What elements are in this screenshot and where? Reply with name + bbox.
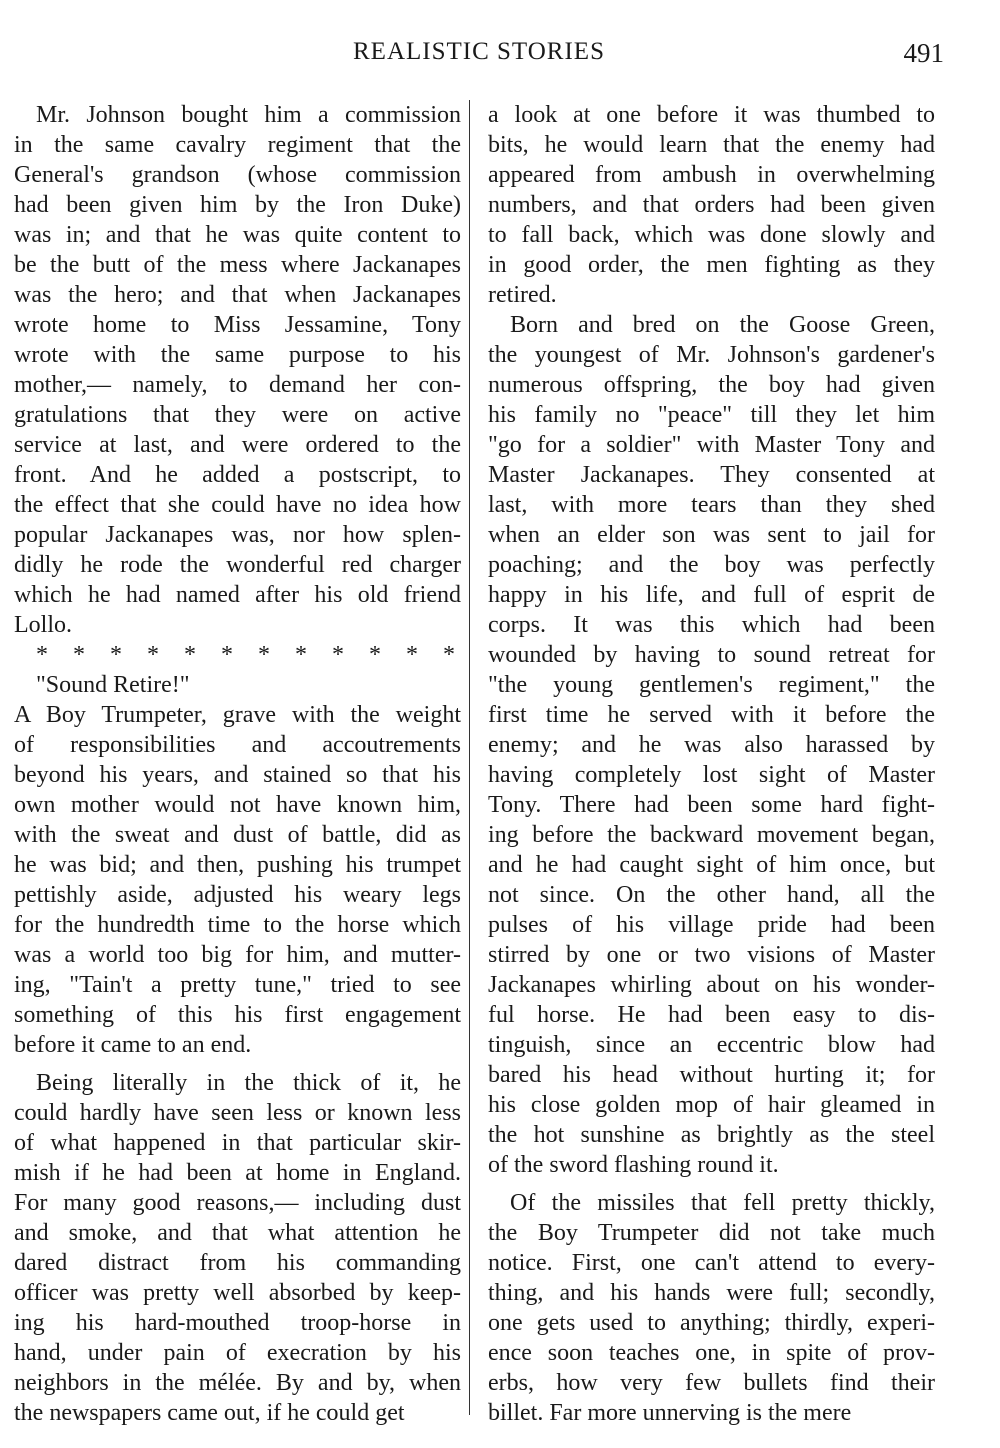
paragraph-gap (488, 1180, 935, 1188)
paragraph (14, 1068, 461, 1428)
text-line: having completely lost sight of Master (488, 762, 935, 788)
right-column (488, 100, 935, 1428)
paragraph (14, 100, 461, 640)
text-line: ence soon teaches one, in spite of prov- (488, 1340, 935, 1366)
text-line: Mr. Johnson bought him a commission (36, 102, 461, 128)
text-line: the newspapers came out, if he could get (14, 1400, 405, 1426)
text-line: the Boy Trumpeter did not take much (488, 1220, 935, 1246)
text-line: one gets used to anything; thirdly, experi- (488, 1310, 935, 1336)
text-line: billet. Far more unnerving is the mere (488, 1400, 852, 1426)
text-line: was the hero; and that when Jackanapes (14, 282, 461, 308)
text-line: he was bid; and then, pushing his trumpet (14, 852, 461, 878)
text-line: his close golden mop of hair gleamed in (488, 1092, 935, 1118)
text-line: didly he rode the wonderful red charger (14, 552, 461, 578)
paragraph (14, 700, 461, 1060)
text-line: to fall back, which was done slowly and (488, 222, 935, 248)
text-line: Lollo. (14, 612, 72, 638)
text-line: numbers, and that orders had been given (488, 192, 935, 218)
text-line: popular Jackanapes was, nor how splen- (14, 522, 461, 548)
text-line: notice. First, one can't attend to every- (488, 1250, 935, 1276)
text-line: could hardly have seen less or known less (14, 1100, 461, 1126)
text-line: stirred by one or two visions of Master (488, 942, 935, 968)
text-line: Master Jackanapes. They consented at (488, 462, 935, 488)
text-line: and smoke, and that what attention he (14, 1220, 461, 1246)
text-line: mother,— namely, to demand her con- (14, 372, 461, 398)
text-line: wounded by having to sound retreat for (488, 642, 935, 668)
text-line: hand, under pain of execration by his (14, 1340, 461, 1366)
text-line: own mother would not have known him, (14, 792, 461, 818)
sound-retire-heading: "Sound Retire!" (36, 672, 190, 698)
text-line: not since. On the other hand, all the (488, 882, 935, 908)
text-line: a look at one before it was thumbed to (488, 102, 935, 128)
text-line: of what happened in that particular skir- (14, 1130, 461, 1156)
text-line: the effect that she could have no idea how (14, 492, 461, 518)
text-line: erbs, how very few bullets find their (488, 1370, 935, 1396)
text-line: For many good reasons,— including dust (14, 1190, 461, 1216)
text-line: in the same cavalry regiment that the (14, 132, 461, 158)
text-line: corps. It was this which had been (488, 612, 935, 638)
text-line: neighbors in the mélée. By and by, when (14, 1370, 461, 1396)
text-line: when an elder son was sent to jail for (488, 522, 935, 548)
text-line: Tony. There had been some hard fight- (488, 792, 935, 818)
text-line: wrote home to Miss Jessamine, Tony (14, 312, 461, 338)
paragraph (488, 310, 935, 1180)
text-line: of responsibilities and accoutrements (14, 732, 461, 758)
text-line: for the hundredth time to the horse which (14, 912, 461, 938)
text-line: enemy; and he was also harassed by (488, 732, 935, 758)
running-head: REALISTIC STORIES (353, 38, 605, 65)
text-line: pettishly aside, adjusted his weary legs (14, 882, 461, 908)
text-line: beyond his years, and stained so that his (14, 762, 461, 788)
left-column (14, 100, 461, 1428)
text-line: service at last, and were ordered to the (14, 432, 461, 458)
paragraph-gap (14, 1060, 461, 1068)
text-line: last, with more tears than they shed (488, 492, 935, 518)
text-line: his family no "peace" till they let him (488, 402, 935, 428)
text-line: wrote with the same purpose to his (14, 342, 461, 368)
text-line: ing, "Tain't a pretty tune," tried to see (14, 972, 461, 998)
text-line: front. And he added a postscript, to (14, 462, 461, 488)
text-line: dared distract from his commanding (14, 1250, 461, 1276)
text-line: had been given him by the Iron Duke) (14, 192, 461, 218)
text-line: of the sword flashing round it. (488, 1152, 779, 1178)
text-line: and he had caught sight of him once, but (488, 852, 935, 878)
text-line: Jackanapes whirling about on his wonder- (488, 972, 935, 998)
text-line: was a world too big for him, and mutter- (14, 942, 461, 968)
text-line: pulses of his village pride had been (488, 912, 935, 938)
text-line: the hot sunshine as brightly as the steel (488, 1122, 935, 1148)
text-line: "the young gentlemen's regiment," the (488, 672, 935, 698)
text-line: was in; and that he was quite content to (14, 222, 461, 248)
text-line: retired. (488, 282, 557, 308)
text-line: bared his head without hurting it; for (488, 1062, 935, 1088)
text-line: poaching; and the boy was perfectly (488, 552, 935, 578)
text-line: A Boy Trumpeter, grave with the weight (14, 702, 461, 728)
text-line: first time he served with it before the (488, 702, 935, 728)
text-line: with the sweat and dust of battle, did as (14, 822, 461, 848)
text-line: gratulations that they were on active (14, 402, 461, 428)
text-line: General's grandson (whose commission (14, 162, 461, 188)
text-line: before it came to an end. (14, 1032, 252, 1058)
paragraph (488, 100, 935, 310)
text-line: ful horse. He had been easy to dis- (488, 1002, 935, 1028)
page-number: 491 (903, 38, 944, 68)
text-line: be the butt of the mess where Jackanapes (14, 252, 461, 278)
text-line: Being literally in the thick of it, he (36, 1070, 461, 1096)
text-line: officer was pretty well absorbed by keep- (14, 1280, 461, 1306)
text-line: tinguish, since an eccentric blow had (488, 1032, 935, 1058)
text-line: Born and bred on the Goose Green, (510, 312, 935, 338)
text-line: which he had named after his old friend (14, 582, 461, 608)
text-line: bits, he would learn that the enemy had (488, 132, 935, 158)
page-header (14, 38, 944, 78)
section-separator: * * * * * * * * * * * * (36, 642, 455, 668)
text-line: happy in his life, and full of esprit de (488, 582, 935, 608)
text-line: appeared from ambush in overwhelming (488, 162, 935, 188)
text-line: ing his hard-mouthed troop-horse in (14, 1310, 461, 1336)
text-line: thing, and his hands were full; secondly, (488, 1280, 935, 1306)
text-line: the youngest of Mr. Johnson's gardener's (488, 342, 935, 368)
text-line: "go for a soldier" with Master Tony and (488, 432, 935, 458)
text-line: numerous offspring, the boy had given (488, 372, 935, 398)
column-divider (469, 100, 470, 1415)
text-line: mish if he had been at home in England. (14, 1160, 461, 1186)
paragraph (488, 1188, 935, 1428)
text-line: something of this his first engagement (14, 1002, 461, 1028)
text-line: in good order, the men fighting as they (488, 252, 935, 278)
text-line: Of the missiles that fell pretty thickly, (510, 1190, 935, 1216)
text-line: ing before the backward movement began, (488, 822, 935, 848)
